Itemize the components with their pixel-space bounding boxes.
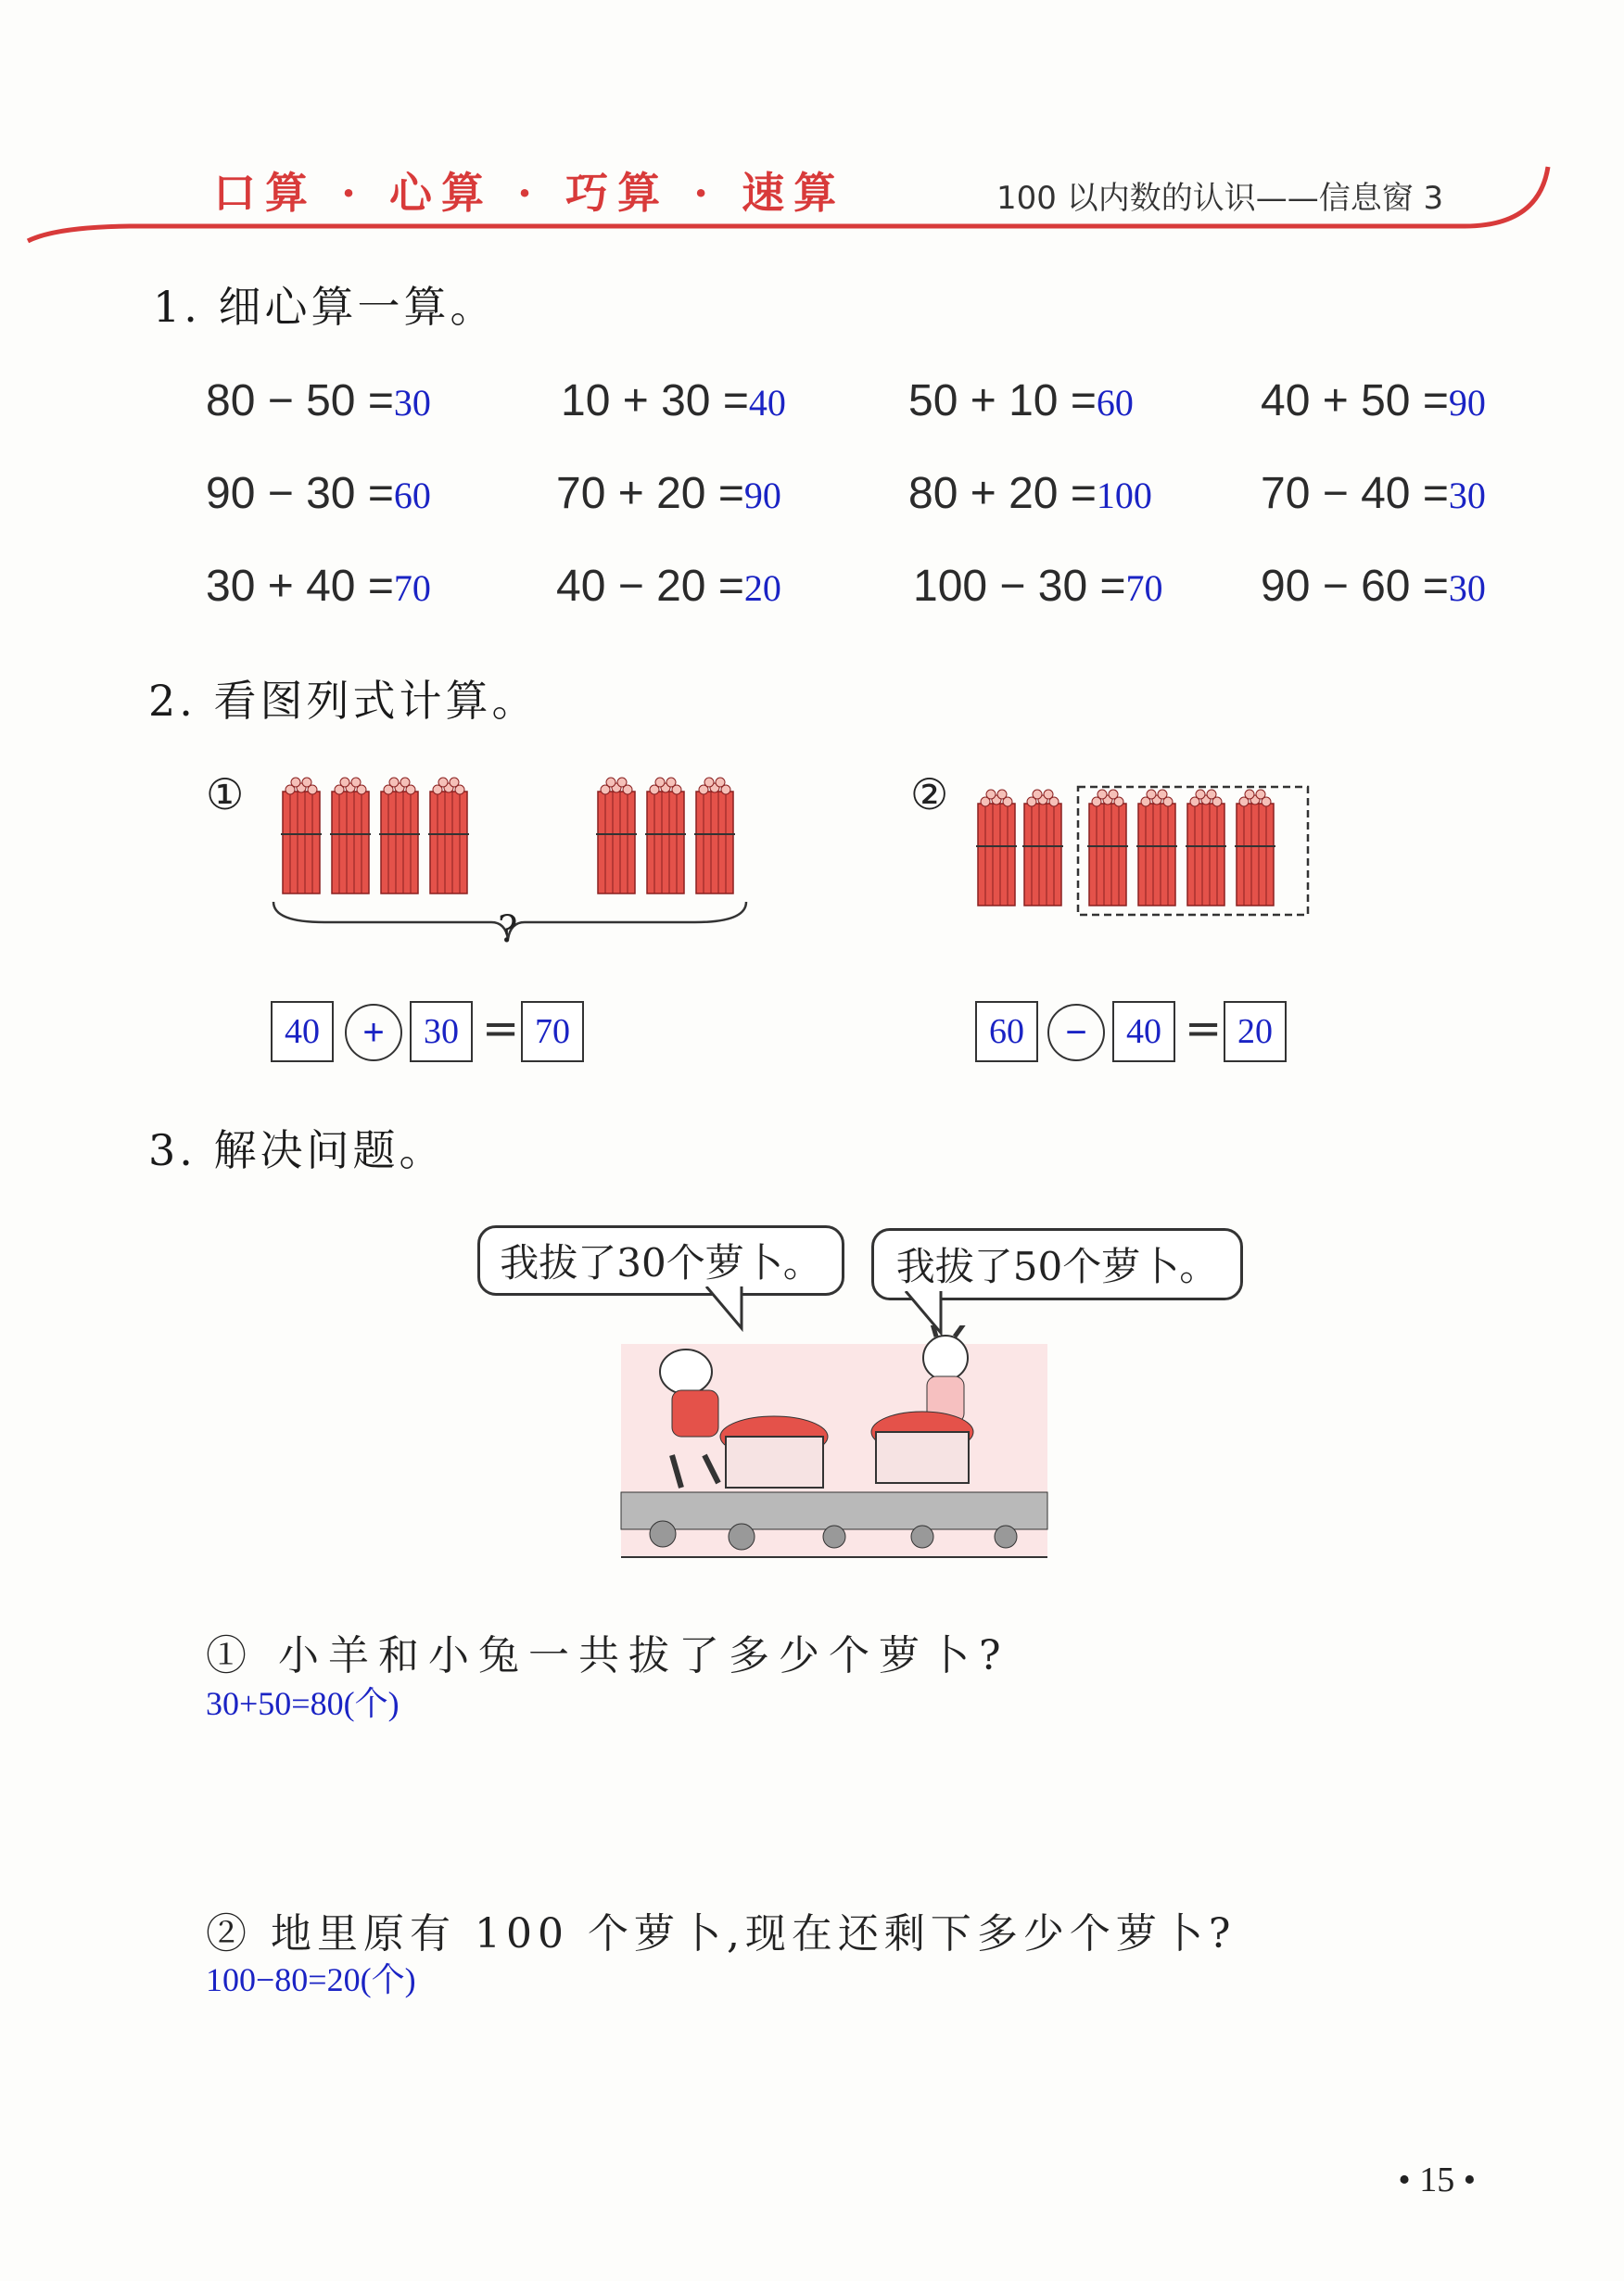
answer: 20 xyxy=(743,567,781,609)
answer-box: 20 xyxy=(1224,1001,1287,1062)
eq-r2c1: 90 − 30 =60 xyxy=(206,469,431,518)
answer-box: 70 xyxy=(521,1001,584,1062)
eq-r1c3: 50 + 10 =60 xyxy=(908,376,1134,425)
equals-sign: = xyxy=(482,1003,520,1055)
question-1: ① 小羊和小兔一共拔了多少个萝卜? xyxy=(206,1632,1010,1679)
eq-r2c3: 80 + 20 =100 xyxy=(908,469,1152,518)
answer: 30 xyxy=(393,382,431,424)
eq-r1c4: 40 + 50 =90 xyxy=(1261,376,1486,425)
page-number: • 15 • xyxy=(1398,2161,1476,2199)
problem-marker-2: ② xyxy=(910,769,949,819)
eq-r1c2: 10 + 30 =40 xyxy=(561,376,786,425)
answer-2: 100−80=20(个) xyxy=(206,1961,416,1998)
eq-r1c1: 80 − 50 =30 xyxy=(206,376,431,425)
answer: 30 xyxy=(1448,475,1486,516)
answer-box: 30 xyxy=(410,1001,473,1062)
section1-title: 1. 细心算一算。 xyxy=(153,282,497,332)
goat-rabbit-illustration xyxy=(616,1325,1052,1566)
answer: 90 xyxy=(743,475,781,516)
speech-bubble-goat: 我拔了30个萝卜。 xyxy=(477,1225,844,1296)
answer: 60 xyxy=(393,475,431,516)
answer-box: 60 xyxy=(975,1001,1038,1062)
answer-1: 30+50=80(个) xyxy=(206,1685,400,1722)
answer: 30 xyxy=(1448,567,1486,609)
section2-title: 2. 看图列式计算。 xyxy=(148,676,539,726)
header-right-title: 100 以内数的认识——信息窗 3 xyxy=(996,180,1444,217)
answer: 90 xyxy=(1448,382,1486,424)
answer: 70 xyxy=(393,567,431,609)
equals-sign: = xyxy=(1185,1003,1223,1055)
operator-circle: − xyxy=(1047,1004,1105,1061)
eq-r2c4: 70 − 40 =30 xyxy=(1261,469,1486,518)
eq-r2c2: 70 + 20 =90 xyxy=(556,469,781,518)
section3-title: 3. 解决问题。 xyxy=(148,1125,446,1175)
speech-bubble-rabbit: 我拔了50个萝卜。 xyxy=(871,1228,1243,1300)
problem-marker-1: ① xyxy=(206,769,245,819)
header-underline xyxy=(19,148,1557,250)
stick-bundles-2 xyxy=(969,783,1321,922)
header-left-title: 口算 · 心算 · 巧算 · 速算 xyxy=(213,168,846,218)
question-2: ② 地里原有 100 个萝卜,现在还剩下多少个萝卜? xyxy=(206,1910,1237,1958)
answer-box: 40 xyxy=(271,1001,334,1062)
question-mark: ? xyxy=(498,908,518,951)
operator-circle: + xyxy=(345,1004,402,1061)
answer: 100 xyxy=(1096,475,1152,516)
eq-r3c4: 90 − 60 =30 xyxy=(1261,562,1486,611)
eq-r3c2: 40 − 20 =20 xyxy=(556,562,781,611)
answer-box: 40 xyxy=(1112,1001,1175,1062)
answer: 60 xyxy=(1096,382,1134,424)
answer: 70 xyxy=(1125,567,1163,609)
answer: 40 xyxy=(748,382,786,424)
eq-r3c1: 30 + 40 =70 xyxy=(206,562,431,611)
eq-r3c3: 100 − 30 =70 xyxy=(913,562,1163,611)
